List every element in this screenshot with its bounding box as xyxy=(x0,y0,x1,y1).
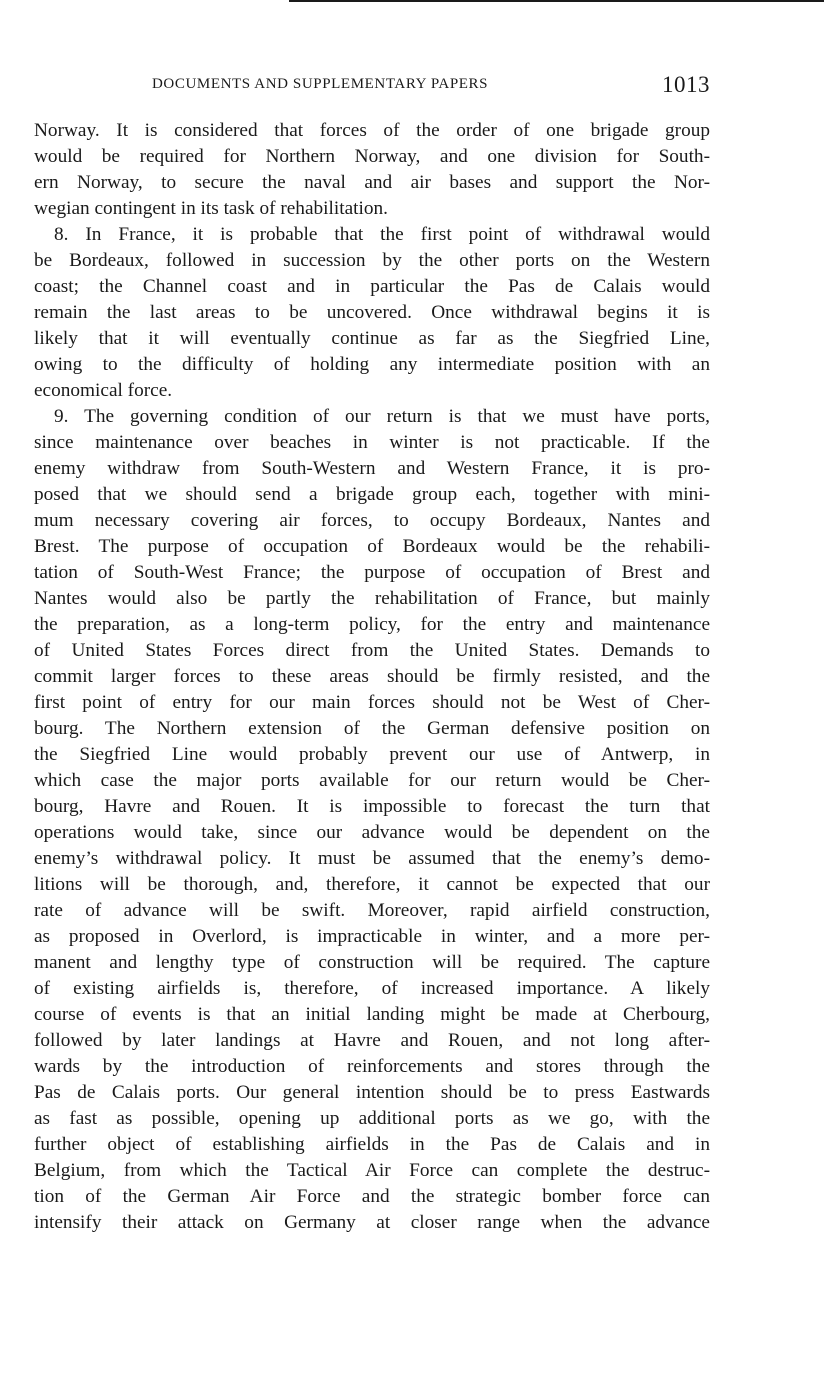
text-line: Brest. The purpose of occupation of Bordeaux would be the rehabili- xyxy=(34,536,710,557)
text-line: operations would take, since our advance would be dependent on the xyxy=(34,822,710,843)
text-line: remain the last areas to be uncovered. Once withdrawal begins it is xyxy=(34,302,710,323)
text-line: as fast as possible, opening up additional ports as we go, with the xyxy=(34,1108,710,1129)
text-line: as proposed in Overlord, is impracticable in winter, and a more per- xyxy=(34,926,710,947)
body-text xyxy=(34,118,710,1236)
text-line: manent and lengthy type of construction will be required. The capture xyxy=(34,952,710,973)
text-line: owing to the difficulty of holding any intermediate position with an xyxy=(34,354,710,375)
text-line: would be required for Northern Norway, and one division for South- xyxy=(34,146,710,167)
text-line: enemy withdraw from South-Western and Western France, it is pro- xyxy=(34,458,710,479)
text-line: intensify their attack on Germany at closer range when the advance xyxy=(34,1212,710,1233)
text-line: 9. The governing condition of our return is that we must have ports, xyxy=(54,406,710,427)
text-line: the Siegfried Line would probably prevent our use of Antwerp, in xyxy=(34,744,710,765)
text-line: rate of advance will be swift. Moreover, rapid airfield construction, xyxy=(34,900,710,921)
text-line: wegian contingent in its task of rehabilitation. xyxy=(34,198,388,219)
text-line: which case the major ports available for our return would be Cher- xyxy=(34,770,710,791)
text-line: ern Norway, to secure the naval and air bases and support the Nor- xyxy=(34,172,710,193)
text-line: 8. In France, it is probable that the first point of withdrawal would xyxy=(54,224,710,245)
text-line: commit larger forces to these areas should be firmly resisted, and the xyxy=(34,666,710,687)
text-line: litions will be thorough, and, therefore, it cannot be expected that our xyxy=(34,874,710,895)
text-line: bourg, Havre and Rouen. It is impossible to forecast the turn that xyxy=(34,796,710,817)
text-line: the preparation, as a long-term policy, for the entry and maintenance xyxy=(34,614,710,635)
text-line: Nantes would also be partly the rehabilitation of France, but mainly xyxy=(34,588,710,609)
text-line: coast; the Channel coast and in particular the Pas de Calais would xyxy=(34,276,710,297)
text-line: since maintenance over beaches in winter is not practicable. If the xyxy=(34,432,710,453)
running-title: DOCUMENTS AND SUPPLEMENTARY PAPERS xyxy=(152,76,489,92)
running-head xyxy=(34,72,710,104)
text-line: likely that it will eventually continue as far as the Siegfried Line, xyxy=(34,328,710,349)
text-line: Belgium, from which the Tactical Air Force can complete the destruc- xyxy=(34,1160,710,1181)
text-line: first point of entry for our main forces should not be West of Cher- xyxy=(34,692,710,713)
text-line: bourg. The Northern extension of the German defensive position on xyxy=(34,718,710,739)
text-line: be Bordeaux, followed in succession by the other ports on the Western xyxy=(34,250,710,271)
page-number: 1013 xyxy=(662,72,710,97)
text-line: tation of South-West France; the purpose of occupation of Brest and xyxy=(34,562,710,583)
text-line: Norway. It is considered that forces of the order of one brigade group xyxy=(34,120,710,141)
text-line: posed that we should send a brigade group each, together with mini- xyxy=(34,484,710,505)
text-line: mum necessary covering air forces, to occupy Bordeaux, Nantes and xyxy=(34,510,710,531)
text-line: enemy’s withdrawal policy. It must be assumed that the enemy’s demo- xyxy=(34,848,710,869)
text-line: tion of the German Air Force and the strategic bomber force can xyxy=(34,1186,710,1207)
top-rule xyxy=(289,0,824,2)
text-line: Pas de Calais ports. Our general intention should be to press Eastwards xyxy=(34,1082,710,1103)
text-line: economical force. xyxy=(34,380,173,401)
text-line: of existing airfields is, therefore, of increased importance. A likely xyxy=(34,978,710,999)
text-line: course of events is that an initial landing might be made at Cherbourg, xyxy=(34,1004,710,1025)
text-line: wards by the introduction of reinforcements and stores through the xyxy=(34,1056,710,1077)
text-line: of United States Forces direct from the United States. Demands to xyxy=(34,640,710,661)
text-line: further object of establishing airfields in the Pas de Calais and in xyxy=(34,1134,710,1155)
text-line: followed by later landings at Havre and Rouen, and not long after- xyxy=(34,1030,710,1051)
